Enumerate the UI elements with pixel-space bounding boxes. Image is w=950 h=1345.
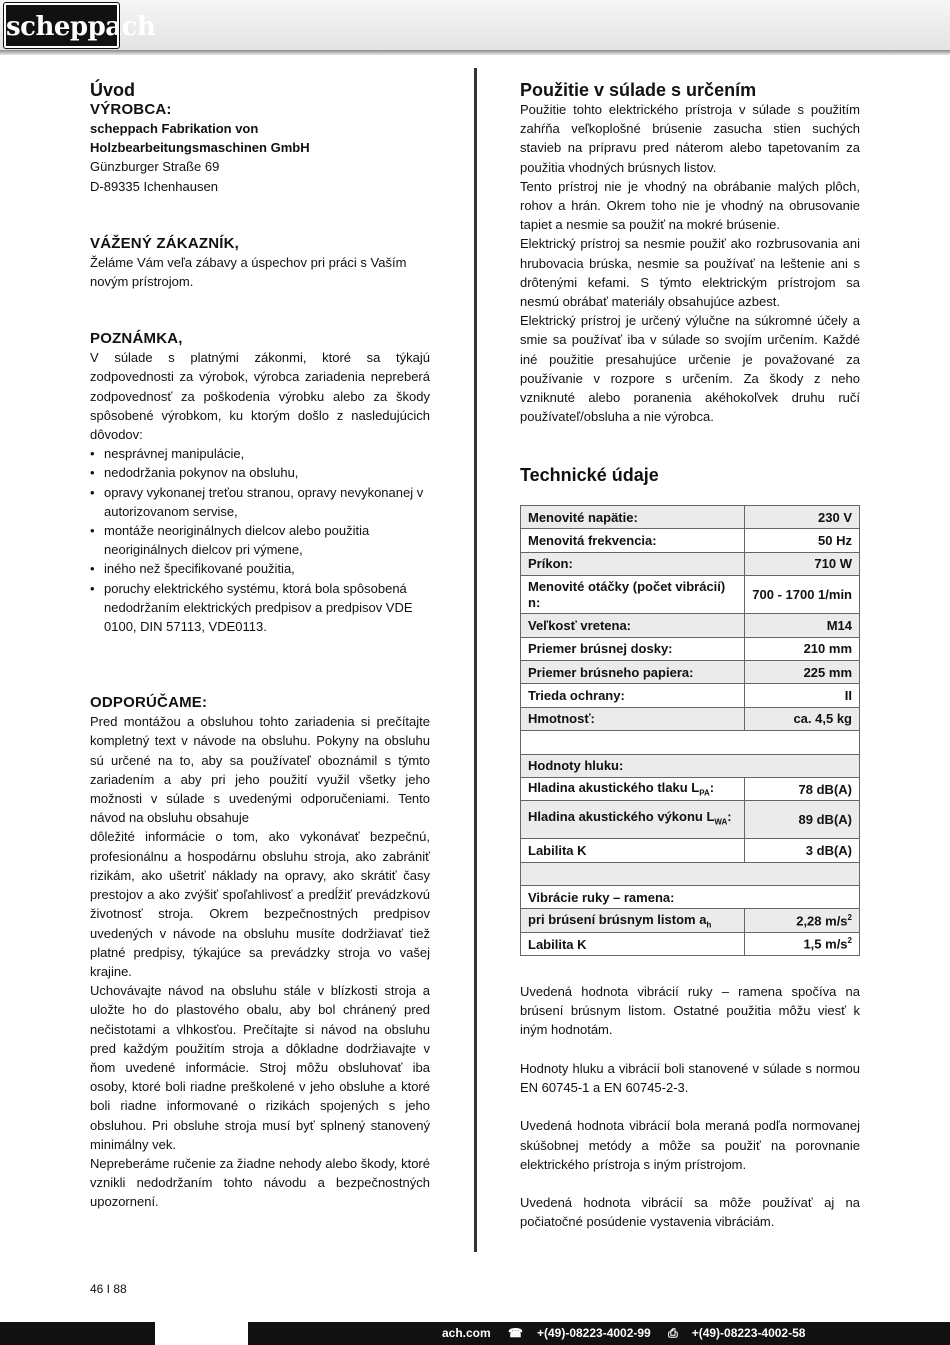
note-paragraph: Uvedená hodnota vibrácií ruky – ramena spočíva na brúsení brúsnym listom. Ostatné použitia môžu viesť k iným hodnotám. xyxy=(520,984,860,1038)
table-row xyxy=(521,660,860,683)
spec-label: pri brúsení brúsnym listom $a_h$ xyxy=(521,909,745,932)
company-name-line2: Holzbearbeitungsmaschinen GmbH xyxy=(90,140,310,156)
liability-list xyxy=(90,444,430,636)
odporucame-paragraph: Nepreberáme ručenie za žiadne nehody alebo škody, ktoré vznikli nedodržaním tohto návodu a bezpečnostných upozornení. xyxy=(90,1155,430,1210)
noise-heading: Hodnoty hluku: xyxy=(521,754,860,777)
spec-label: Priemer brúsneho papiera: xyxy=(521,660,745,683)
spec-value: II xyxy=(745,684,860,707)
spec-label: Hmotnosť: xyxy=(521,707,745,730)
table-row xyxy=(521,839,860,862)
spec-label: Labilita K xyxy=(521,839,745,862)
note-paragraph: Uvedená hodnota vibrácií sa môže používať aj na počiatočné posúdenie vystavenia vibráciám. xyxy=(520,1195,860,1230)
list-item: • montáže neoriginálnych dielcov alebo použitia neoriginálnych dielcov pri výmene, xyxy=(90,521,430,559)
odporucame-paragraph: Pred montážou a obsluhou tohto zariadenia si prečítajte kompletný text v návode na obsluhu. Pokyny na obsluhu sú určené na to, aby sa používateľ oboznámil s týmto zariadením a aby pri jeho použití využil všetky jeho možnosti v súlade s uvedenými odporučeniami. Tento návod na obsluhu obsahuje xyxy=(90,714,430,826)
list-item: • opravy vykonanej treťou stranou, opravy nevykonanej v autorizovanom servise, xyxy=(90,483,430,521)
footer-contact xyxy=(442,1322,819,1345)
fax-icon: ⎙ xyxy=(668,1326,678,1340)
footer-white-block xyxy=(155,1322,248,1345)
spec-label: Menovitá frekvencia: xyxy=(521,529,745,552)
page-number: 46 I 88 xyxy=(90,1282,127,1296)
spec-value: 210 mm xyxy=(745,637,860,660)
vyrobca-heading: VÝROBCA: xyxy=(90,101,172,118)
table-row xyxy=(521,707,860,730)
footer-website[interactable]: ach.com xyxy=(442,1326,491,1340)
spec-value: 2,28 $m/s^2$ xyxy=(745,909,860,932)
spec-label: Menovité otáčky (počet vibrácií) n: xyxy=(521,576,745,614)
spec-value: 3 dB(A) xyxy=(745,839,860,862)
table-row xyxy=(521,754,860,777)
table-row xyxy=(521,614,860,637)
pouzitie-paragraph: Tento prístroj nie je vhodný na obrábanie malých plôch, rohov a hrán. Okrem toho nie je vhodný na obrusovanie tapiet a nesmie sa použiť na mokré brúsenie. xyxy=(520,178,860,233)
table-row xyxy=(521,529,860,552)
spec-label: Príkon: xyxy=(521,552,745,575)
spec-label: Hladina akustického výkonu $L_{WA}$: xyxy=(521,801,745,839)
spec-value: ca. 4,5 kg xyxy=(745,707,860,730)
table-row xyxy=(521,576,860,614)
pouzitie-paragraph: Elektrický prístroj je určený výlučne na súkromné účely a smie sa používať iba v súlade so svojím určením. Každé iné použitie presahujúce určenie je považované za používanie v rozpore s určením. Za škody z neho vzniknuté alebo poranenia akéhokoľvek druhu ručí používateľ/obsluha a nie výrobca. xyxy=(520,313,860,425)
spec-label: Priemer brúsnej dosky: xyxy=(521,637,745,660)
zakaznik-heading: VÁŽENÝ ZÁKAZNÍK, xyxy=(90,234,240,252)
list-item: • poruchy elektrického systému, ktorá bola spôsobená nedodržaním elektrických predpisov a predpisov VDE 0100, DIN 57113, VDE0113. xyxy=(90,579,430,637)
spec-label: Menovité napätie: xyxy=(521,506,745,529)
company-street: Günzburger Straße 69 xyxy=(90,159,220,175)
table-row xyxy=(521,684,860,707)
uvod-title: Úvod xyxy=(90,80,135,100)
spacer-cell xyxy=(521,731,860,754)
poznamka-text: V súlade s platnými zákonmi, ktoré sa týkajú zodpovednosti za výrobok, výrobca zariadenia nepreberá zodpovednosť za poškodenia výrobku alebo za škody spôsobené výrobkom, ku ktorým došlo z nasledujúcich dôvodov: xyxy=(90,350,430,443)
table-row xyxy=(521,886,860,909)
pouzitie-title: Použitie v súlade s určením xyxy=(520,80,757,100)
page-header xyxy=(0,0,950,50)
page-footer xyxy=(0,1322,950,1345)
table-row xyxy=(521,777,860,800)
table-row xyxy=(521,637,860,660)
note-paragraph: Uvedená hodnota vibrácií bola meraná podľa normovanej skúšobnej metódy a môže sa použiť na porovnanie elektrického prístroja s iným prístrojom. xyxy=(520,1118,860,1172)
table-row xyxy=(521,801,860,839)
spec-label: Labilita K xyxy=(521,932,745,955)
table-row xyxy=(521,506,860,529)
note-paragraph: Hodnoty hluku a vibrácií boli stanovené v súlade s normou EN 60745-1 a EN 60745-2-3. xyxy=(520,1060,860,1095)
odporucame-paragraph: Uchovávajte návod na obsluhu stále v blízkosti stroja a uložte ho do plastového obalu, aby bol chránený pred nečistotami a vlhkosťou. Prečítajte si návod na obsluhu pred každým použitím stroja a dôkladne dodržiavajte v ňom uvedené informácie. Stroj môžu obsluhovať iba osoby, ktoré boli riadne preškolené v jeho obsluhe a ktoré boli riadne informované o rizikách spojených s jeho obsluhou. Pri obsluhe stroja musí byť splnený stanovený minimálny vek. xyxy=(90,983,430,1152)
company-city: D-89335 Ichenhausen xyxy=(90,178,218,194)
spacer-row xyxy=(521,862,860,885)
spec-value: 225 mm xyxy=(745,660,860,683)
spacer-row xyxy=(521,731,860,754)
poznamka-heading: POZNÁMKA, xyxy=(90,330,183,348)
spec-value: M14 xyxy=(745,614,860,637)
odporucame-paragraph: dôležité informácie o tom, ako vykonávať bezpečnú, profesionálnu a hospodárnu obsluhu stroja, ako zabrániť rizikám, ako ušetriť náklady na opravy, ako skrátiť časy prestojov a ako zvýšiť spoľahlivosť a predĺžiť prevádzkovú životnosť stroja. Okrem bezpečnostných predpisov uvedených v návode na obsluhu musíte dodržiavať tiež platné predpisy, týkajúce sa prevádzky stroja vo vašej krajine. xyxy=(90,829,430,979)
footer-fax: +(49)-08223-4002-58 xyxy=(691,1326,806,1340)
tech-notes xyxy=(520,982,860,1251)
spec-value: 89 dB(A) xyxy=(745,801,860,839)
column-divider xyxy=(474,68,477,1252)
odporucame-heading: ODPORÚČAME: xyxy=(90,694,208,712)
list-item: • nesprávnej manipulácie, xyxy=(90,444,430,463)
pouzitie-paragraph: Elektrický prístroj sa nesmie použiť ako rozbrusovania ani hrubovacia brúska, nesmie sa používať na leštenie ani s drôtenými kefami. S týmto elektrickým prístrojom sa nesmú obrábať materiály obsahujúce azbest. xyxy=(520,236,860,310)
table-row xyxy=(521,552,860,575)
scheppach-logo: scheppach xyxy=(4,3,119,48)
pouzitie-paragraph: Použitie tohto elektrického prístroja v súlade s použitím zahŕňa veľkoplošné brúsenie zasucha stien suchých stavieb na prípravu pred náterom alebo tapetovaním za použitia vhodných brúsnych listov. xyxy=(520,102,860,175)
spec-value: 710 W xyxy=(745,552,860,575)
phone-icon: ☎ xyxy=(508,1326,523,1340)
spec-value: 1,5 $m/s^2$ xyxy=(745,932,860,955)
tech-data-table xyxy=(520,505,860,956)
spec-value: 50 Hz xyxy=(745,529,860,552)
footer-phone: +(49)-08223-4002-99 xyxy=(536,1326,651,1340)
header-shadow xyxy=(0,50,950,55)
table-row xyxy=(521,909,860,932)
list-item: • iného než špecifikované použitia, xyxy=(90,559,430,578)
spec-value: 700 - 1700 1/min xyxy=(745,576,860,614)
spec-label: Trieda ochrany: xyxy=(521,684,745,707)
spec-value: 230 V xyxy=(745,506,860,529)
vibration-heading: Vibrácie ruky – ramena: xyxy=(521,886,860,909)
left-column xyxy=(90,80,430,1212)
spacer-cell xyxy=(521,862,860,885)
table-row xyxy=(521,932,860,955)
spec-label: Veľkosť vretena: xyxy=(521,614,745,637)
tech-data-title: Technické údaje xyxy=(520,465,659,486)
company-name-line1: scheppach Fabrikation von xyxy=(90,121,259,136)
spec-value: 78 dB(A) xyxy=(745,777,860,800)
spec-label: Hladina akustického tlaku $L_{PA}$: xyxy=(521,777,745,800)
zakaznik-text: Želáme Vám veľa zábavy a úspechov pri práci s Vaším novým prístrojom. xyxy=(90,254,407,290)
right-column xyxy=(520,80,860,486)
list-item: • nedodržania pokynov na obsluhu, xyxy=(90,463,430,482)
